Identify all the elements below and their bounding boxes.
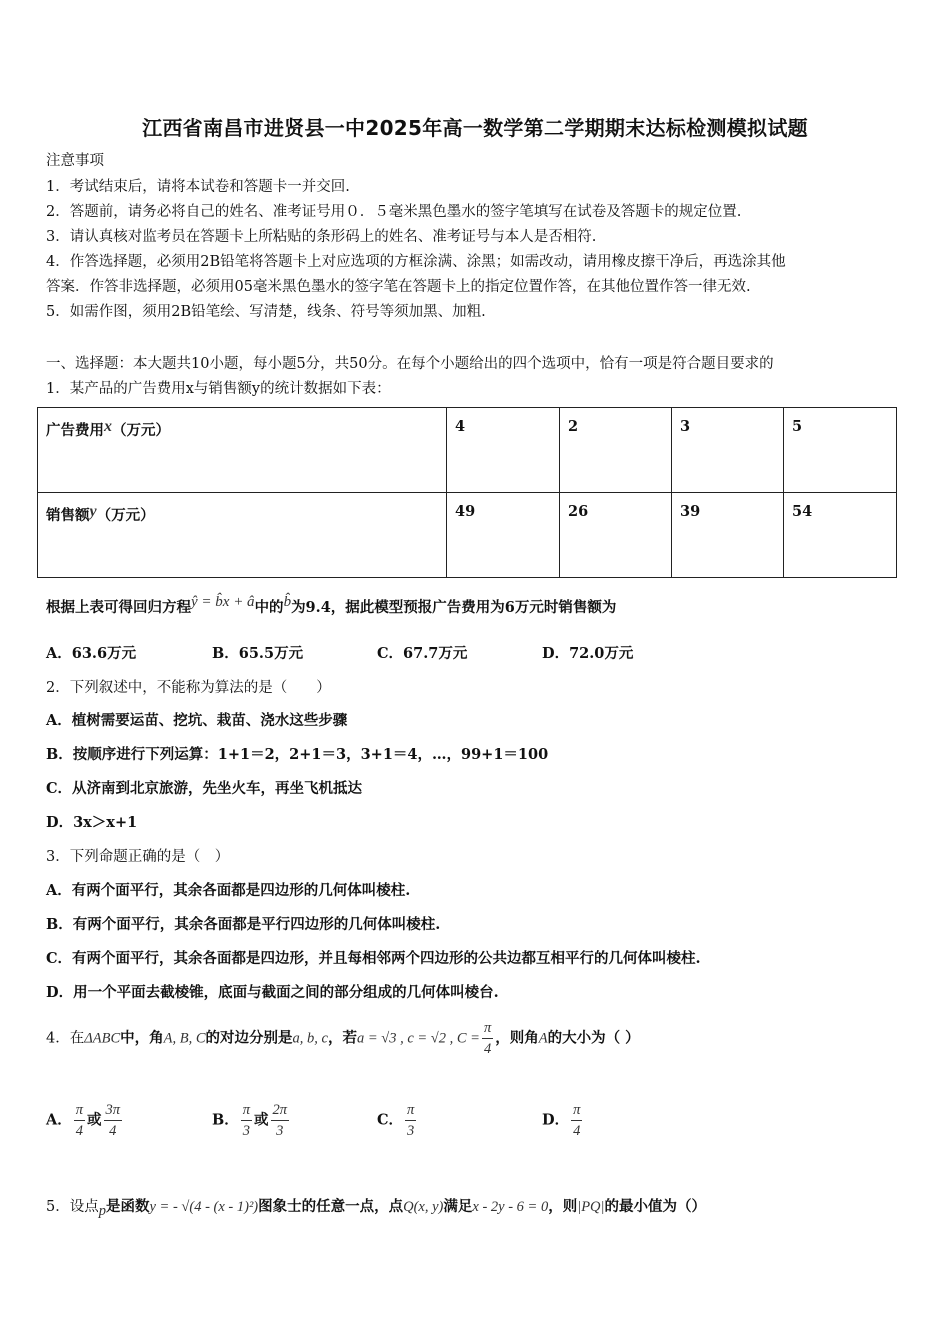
row-label: 销售额 <box>46 507 90 524</box>
row-unit: （万元） <box>96 507 155 524</box>
table-row <box>38 408 897 493</box>
q1-option-d[interactable]: D．72.0万元 <box>542 645 634 662</box>
option-letter: D． <box>542 1111 570 1129</box>
q3-option-c[interactable]: C．有两个面平行，其余各面都是四边形，并且每相邻两个四边形的公共边都互相平行的几何体叫棱柱. <box>46 950 701 967</box>
fraction <box>74 1100 85 1141</box>
q4-option-b[interactable] <box>212 1100 291 1141</box>
note-item: 5．如需作图，须用2B铅笔绘、写清楚，线条、符号等须加黑、加粗. <box>46 304 486 320</box>
text: ，若 <box>327 1029 357 1047</box>
math-distance: |PQ| <box>577 1199 605 1215</box>
table-cell <box>38 408 447 493</box>
q2-option-b[interactable]: B．按顺序进行下列运算：1+1＝2，2+1＝3，3+1＝4，…，99+1＝100 <box>46 746 549 763</box>
table-cell: 5 <box>784 408 897 493</box>
math-triangle: ΔABC <box>84 1030 121 1047</box>
numerator: π <box>241 1100 252 1121</box>
q1-follow <box>46 594 616 617</box>
option-letter: C． <box>377 1111 404 1129</box>
denominator: 3 <box>242 1123 251 1139</box>
math-condition: a = √3 , c = √2 , C = <box>356 1030 480 1047</box>
numerator: π <box>74 1100 85 1121</box>
denominator: 4 <box>483 1041 492 1057</box>
b-hat: b̂ <box>283 594 292 610</box>
q1-stem: 1．某产品的广告费用x与销售额y的统计数据如下表： <box>46 381 391 397</box>
text: 5．设点 <box>46 1199 99 1215</box>
fraction <box>271 1100 290 1141</box>
text: 根据上表可得回归方程 <box>46 599 191 616</box>
q4-stem <box>46 1018 640 1059</box>
fraction <box>482 1018 493 1059</box>
q2-option-d[interactable]: D．3x＞x+1 <box>46 814 138 831</box>
q2-stem: 2．下列叙述中，不能称为算法的是（ ） <box>46 680 331 696</box>
option-letter: A． <box>46 1111 72 1129</box>
note-item: 2．答题前，请务必将自己的姓名、准考证号用０．５毫米黑色墨水的签字笔填写在试卷及答题卡的规定位置. <box>46 204 742 220</box>
text: 中的 <box>254 599 284 616</box>
note-item: 4．作答选择题，必须用2B铅笔将答题卡上对应选项的方框涂满、涂黑；如需改动，请用橡皮擦干净后，再选涂其他 <box>46 254 786 270</box>
text: 是函数 <box>105 1198 150 1215</box>
text: 的大小为（ ） <box>547 1029 640 1047</box>
notes-heading: 注意事项 <box>46 153 104 169</box>
math-function: y = - √(4 - (x - 1)²) <box>149 1199 259 1215</box>
fraction <box>571 1100 582 1141</box>
row-unit: （万元） <box>112 422 170 439</box>
denominator: 4 <box>109 1123 117 1139</box>
text: ，则 <box>548 1198 578 1215</box>
or-word: 或 <box>87 1111 102 1129</box>
section-heading: 一、选择题：本大题共10小题，每小题5分，共50分。在每个小题给出的四个选项中，恰有一项是符合题目要求的 <box>46 356 774 372</box>
text: 4．在 <box>46 1030 85 1047</box>
table-cell: 39 <box>672 493 784 578</box>
data-table <box>37 407 897 578</box>
q1-option-c[interactable]: C．67.7万元 <box>377 645 468 662</box>
numerator: π <box>482 1018 493 1039</box>
note-item: 1．考试结束后，请将本试卷和答题卡一并交回. <box>46 179 350 195</box>
math-angle: A <box>538 1030 548 1047</box>
math-angles: A, B, C <box>163 1030 206 1047</box>
text: 为9.4，据此模型预报广告费用为6万元时销售额为 <box>291 599 617 616</box>
q3-stem: 3．下列命题正确的是（ ） <box>46 849 230 865</box>
denominator: 3 <box>407 1123 415 1139</box>
text: ，则角 <box>495 1029 539 1047</box>
table-cell: 3 <box>672 408 784 493</box>
row-label: 广告费用 <box>46 422 104 439</box>
numerator: π <box>405 1100 416 1121</box>
table-cell: 2 <box>560 408 672 493</box>
page-title: 江西省南昌市进贤县一中2025年高一数学第二学期期末达标检测模拟试题 <box>142 116 808 140</box>
q1-option-a[interactable]: A．63.6万元 <box>46 645 137 662</box>
note-item: 3．请认真核对监考员在答题卡上所粘贴的条形码上的姓名、准考证号与本人是否相符. <box>46 229 597 245</box>
q4-option-d[interactable] <box>542 1100 584 1141</box>
q3-option-a[interactable]: A．有两个面平行，其余各面都是四边形的几何体叫棱柱. <box>46 882 411 899</box>
table-cell <box>38 493 447 578</box>
denominator: 3 <box>276 1123 284 1139</box>
or-word: 或 <box>254 1111 269 1129</box>
table-cell: 49 <box>447 493 560 578</box>
table-cell: 26 <box>560 493 672 578</box>
q4-option-a[interactable] <box>46 1100 124 1141</box>
option-letter: B． <box>212 1111 239 1129</box>
var-x: x <box>104 418 112 435</box>
var-y: y <box>89 503 97 520</box>
table-row <box>38 493 897 578</box>
numerator: π <box>571 1100 582 1121</box>
q1-option-b[interactable]: B．65.5万元 <box>212 645 304 662</box>
fraction <box>241 1100 252 1141</box>
denominator: 4 <box>75 1123 84 1139</box>
fraction <box>104 1100 123 1141</box>
q3-option-d[interactable]: D．用一个平面去截棱锥，底面与截面之间的部分组成的几何体叫棱台. <box>46 984 499 1001</box>
q2-option-a[interactable]: A．植树需要运苗、挖坑、栽苗、浇水这些步骤 <box>46 712 348 729</box>
fraction <box>405 1100 416 1141</box>
q3-option-b[interactable]: B．有两个面平行，其余各面都是平行四边形的几何体叫棱柱. <box>46 916 441 933</box>
numerator: 2π <box>271 1100 290 1121</box>
math-point-q: Q(x, y) <box>403 1199 444 1215</box>
denominator: 4 <box>573 1123 581 1139</box>
numerator: 3π <box>104 1100 123 1121</box>
regression-equation: ŷ = b̂x + â <box>191 594 255 610</box>
q4-option-c[interactable] <box>377 1100 418 1141</box>
text: 满足 <box>443 1198 473 1215</box>
math-point: p <box>98 1203 106 1219</box>
text: 中，角 <box>120 1029 164 1047</box>
text: 的对边分别是 <box>205 1029 293 1047</box>
table-cell: 54 <box>784 493 897 578</box>
math-line: x - 2y - 6 = 0 <box>472 1199 549 1215</box>
text: 的最小值为（） <box>604 1198 707 1215</box>
q2-option-c[interactable]: C．从济南到北京旅游，先坐火车，再坐飞机抵达 <box>46 780 363 797</box>
note-item: 答案．作答非选择题，必须用05毫米黑色墨水的签字笔在答题卡上的指定位置作答，在其他位置作答一律无效. <box>46 279 751 295</box>
text: 图象士的任意一点，点 <box>258 1198 404 1215</box>
math-sides: a, b, c <box>292 1030 328 1047</box>
q5-stem <box>46 1195 706 1220</box>
table-cell: 4 <box>447 408 560 493</box>
